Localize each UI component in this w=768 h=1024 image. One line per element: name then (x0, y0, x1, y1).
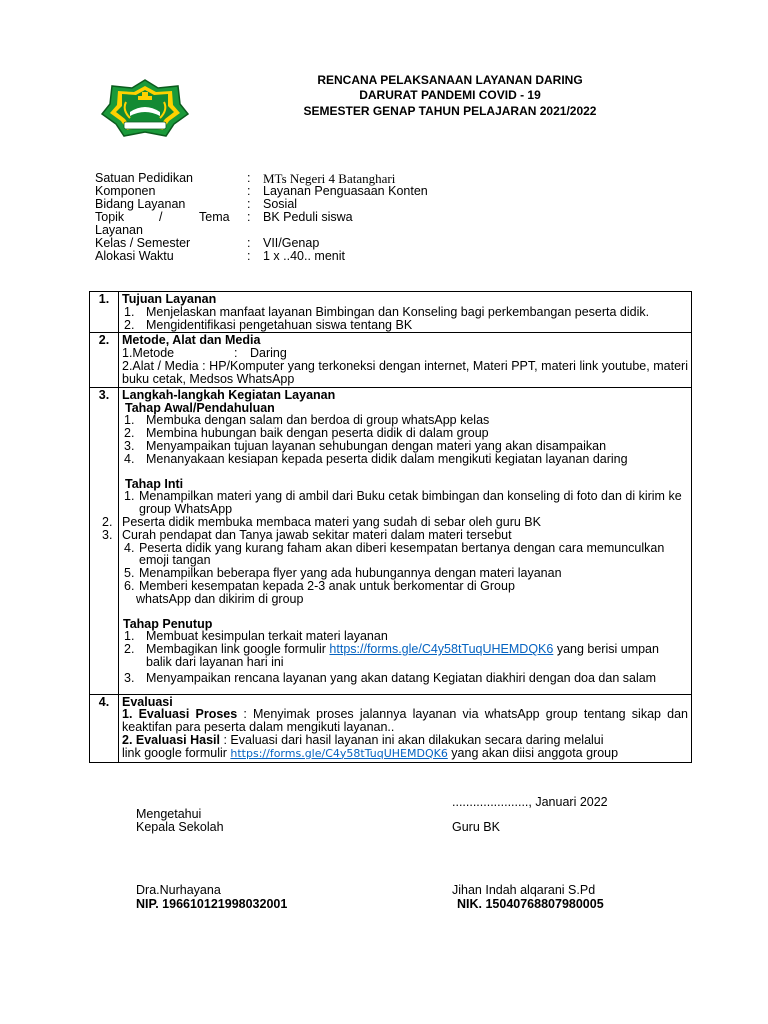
list-item (122, 643, 688, 669)
sign-right-nik: NIK. 15040768807980005 (457, 897, 604, 911)
sign-right-name: Jihan Indah alqarani S.Pd (452, 883, 596, 897)
evaluasi-proses-text: : Menyimak proses jalannya layanan via whatsApp group tentang sikap dan keaktifan para peserta dalam mengikuti layanan.. (122, 707, 688, 735)
meta-colon: : (247, 249, 251, 263)
item-number: 3. (124, 438, 135, 453)
meta-value: BK Peduli siswa (263, 210, 353, 224)
item-number: 4. (124, 451, 135, 466)
sign-left-acknowledge: Mengetahui (136, 807, 202, 821)
meta-value: MTs Negeri 4 Batanghari (263, 171, 396, 186)
item-number: 4. (124, 540, 135, 555)
item-number: 5. (124, 566, 135, 581)
item-number: 1. (124, 413, 135, 428)
section-title: Langkah-langkah Kegiatan Layanan (122, 387, 336, 402)
item-text: Menyampaikan rencana layanan yang akan datang Kegiatan diakhiri dengan doa dan salam (146, 670, 657, 685)
evaluasi-hasil-line2 (122, 747, 688, 761)
item-text: Menampilkan materi yang di ambil dari Buku cetak bimbingan dan konseling di foto dan di kirim ke group WhatsApp (139, 489, 682, 517)
list-item (122, 580, 688, 593)
meta-colon: : (247, 184, 251, 198)
meta-colon: : (247, 197, 251, 211)
table-row (90, 333, 692, 387)
sign-date: ......................, Januari 2022 (452, 795, 608, 809)
item-number: 1. (124, 629, 135, 644)
list-item (122, 542, 688, 568)
item-text: Memberi kesempatan kepada 2-3 anak untuk berkomentar di Group (139, 578, 515, 593)
section-number: 4. (90, 694, 119, 762)
list-item (122, 319, 688, 332)
meta-row-alokasi (95, 250, 715, 263)
meta-row-kelas (95, 237, 715, 250)
meta-key: Layanan (95, 223, 143, 237)
meta-value: Sosial (263, 197, 298, 211)
meta-key-tema: Tema (199, 210, 230, 224)
meta-key: Bidang Layanan (95, 197, 186, 211)
item-number: 3. (124, 670, 135, 685)
doc-title-line-1: RENCANA PELAKSANAAN LAYANAN DARING (317, 73, 583, 87)
item-text: Membuat kesimpulan terkait materi layanan (146, 629, 388, 644)
section-title: Metode, Alat dan Media (122, 333, 261, 348)
table-row (90, 694, 692, 762)
item-number: 1. (124, 489, 135, 504)
meta-key: Komponen (95, 184, 156, 198)
list-item (122, 672, 688, 685)
plan-table (89, 291, 692, 763)
meta-key: Kelas / Semester (95, 236, 191, 250)
meta-value: 1 x ..40.. menit (263, 249, 345, 263)
evaluasi-proses-label: 1. Evaluasi Proses (122, 707, 238, 722)
section-title: Evaluasi (122, 694, 173, 709)
section-evaluasi (119, 694, 692, 762)
item-text: Menanyakaan kesiapan kepada peserta didik dalam mengikuti kegiatan layanan daring (146, 451, 628, 466)
list-item (122, 490, 688, 516)
metode-value: Daring (250, 346, 287, 361)
google-form-link[interactable]: https://forms.gle/C4y58tTuqUHEMDQK6 (230, 746, 448, 760)
item-number: 2. (124, 317, 135, 332)
meta-row-bidang (95, 198, 715, 211)
evaluasi-proses (122, 708, 688, 734)
section-tujuan (119, 292, 692, 333)
evaluasi-hasil-label: 2. Evaluasi Hasil (122, 732, 220, 747)
sign-left-name: Dra.Nurhayana (136, 883, 221, 897)
sign-left-nip: NIP. 196610121998032001 (136, 897, 288, 911)
item-text: Peserta didik yang kurang faham akan diberi kesempatan bertanya dengan cara memunculkan emoji tangan (139, 540, 665, 568)
subsection-title-inti: Tahap Inti (125, 476, 184, 491)
metode-colon: : (234, 346, 238, 361)
meta-row-topik (95, 211, 715, 224)
meta-value: Layanan Penguasaan Konten (263, 184, 428, 198)
evaluasi-hasil-text: yang akan diisi anggota group (447, 745, 619, 760)
metode-label: 1.Metode (122, 346, 175, 361)
doc-title-line-3: SEMESTER GENAP TAHUN PELAJARAN 2021/2022 (303, 104, 597, 118)
section-title: Tujuan Layanan (122, 292, 217, 306)
meta-key: Satuan Pedidikan (95, 171, 193, 185)
alat-media-text: 2.Alat / Media : HP/Komputer yang terkoneksi dengan internet, Materi PPT, materi link youtube, materi buku cetak, Medsos WhatsApp (122, 359, 688, 386)
meta-value: VII/Genap (263, 236, 320, 250)
item-text: Menyampaikan tujuan layanan sehubungan dengan materi yang akan disampaikan (146, 438, 607, 453)
meta-key-slash: / (159, 210, 163, 224)
meta-colon: : (247, 236, 251, 250)
section-langkah (102, 387, 692, 694)
sign-left-role: Kepala Sekolah (136, 820, 224, 834)
meta-colon: : (247, 171, 251, 185)
item-number: 6. (124, 578, 135, 593)
item-number: 2. (102, 514, 113, 529)
item-number: 2. (124, 642, 135, 657)
section-number: 3. (90, 387, 119, 694)
doc-title-line-2: DARURAT PANDEMI COVID - 19 (359, 88, 541, 102)
sign-right-role: Guru BK (452, 820, 500, 834)
subsection-title-penutup: Tahap Penutup (123, 616, 213, 631)
item-number: 3. (102, 527, 113, 542)
item-text: yang berisi umpan balik dari layanan hari ini (146, 642, 659, 669)
table-row (90, 387, 692, 694)
item-number: 2. (124, 426, 135, 441)
section-number: 2. (90, 333, 119, 387)
meta-key: Alokasi Waktu (95, 249, 174, 263)
google-form-link[interactable]: https://forms.gle/C4y58tTuqUHEMDQK6 (329, 642, 554, 657)
subsection-title-awal: Tahap Awal/Pendahuluan (125, 400, 275, 415)
meta-key-topik: Topik (95, 210, 125, 224)
section-metode (119, 333, 692, 387)
meta-row-komponen (95, 185, 715, 198)
item-text: Menjelaskan manfaat layanan Bimbingan dan Konseling bagi perkembangan peserta didik. (146, 304, 650, 319)
item-text: Membuka dengan salam dan berdoa di group whatsApp kelas (146, 413, 490, 428)
evaluasi-hasil-text: : Evaluasi dari hasil layanan ini akan dilakukan secara daring melalui (219, 732, 604, 747)
item-text: Mengidentifikasi pengetahuan siswa tentang BK (146, 317, 413, 332)
evaluasi-hasil-text: link google formulir (122, 745, 231, 760)
item-text: Membagikan link google formulir (146, 642, 330, 657)
item-text: Peserta didik membuka membaca materi yang sudah di sebar oleh guru BK (122, 514, 541, 529)
section-number: 1. (90, 292, 119, 333)
item-number: 1. (124, 304, 135, 319)
metode-row (122, 347, 688, 360)
list-item-continuation: whatsApp dan dikirim di group (136, 591, 304, 606)
item-text: Menampilkan beberapa flyer yang ada hubungannya dengan materi layanan (139, 566, 562, 581)
meta-colon: : (247, 210, 251, 224)
item-text: Curah pendapat dan Tanya jawab sekitar materi dalam materi tersebut (122, 527, 512, 542)
table-row (90, 292, 692, 333)
kemenag-logo (100, 78, 190, 138)
identity-block (95, 172, 715, 263)
list-item (122, 453, 688, 466)
item-text: Membina hubungan baik dengan peserta didik di dalam group (146, 426, 489, 441)
